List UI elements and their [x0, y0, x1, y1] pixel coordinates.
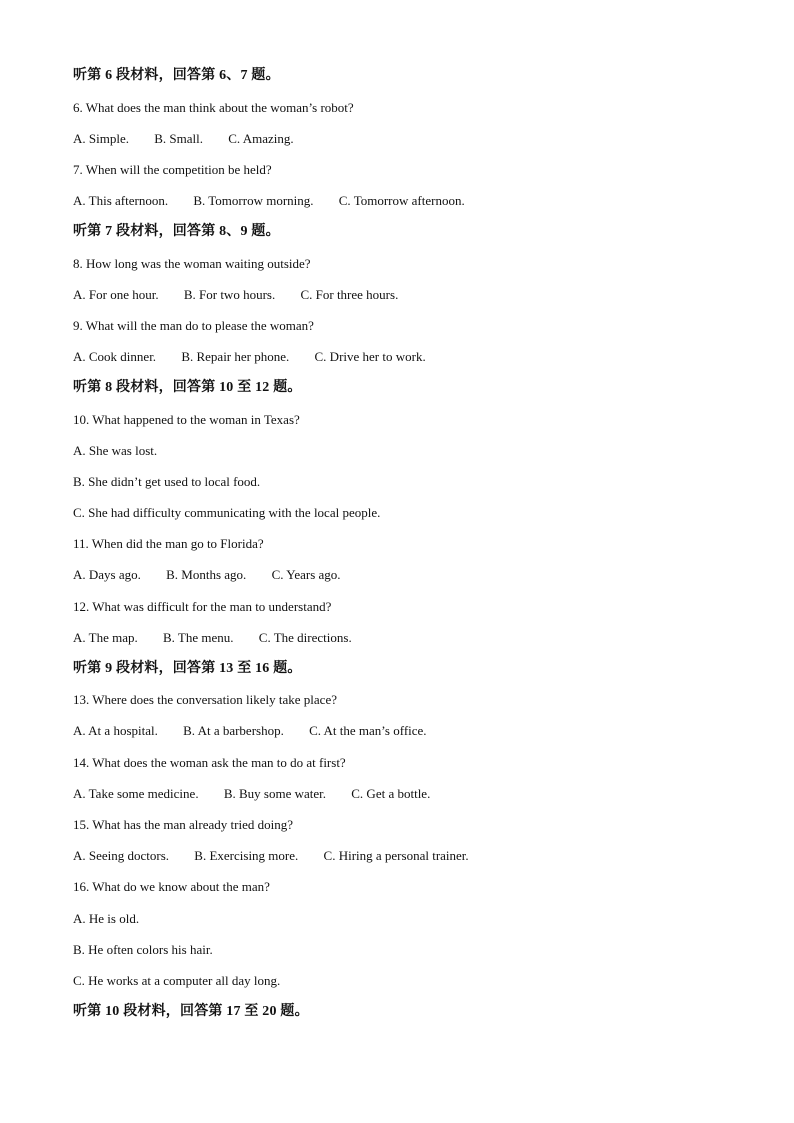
option-a: A. Seeing doctors. — [73, 848, 170, 863]
option-c: C. For three hours. — [300, 287, 399, 302]
option-a: A. Days ago. — [73, 567, 141, 582]
option-a: A. This afternoon. — [73, 193, 169, 208]
question-stem: 15. What has the man already tried doing? — [73, 817, 293, 832]
option-a: A. At a hospital. — [73, 723, 158, 738]
option-c: C. Hiring a personal trainer. — [323, 848, 469, 863]
option-c: C. Amazing. — [228, 131, 294, 146]
question-stem: 12. What was difficult for the man to understand? — [73, 599, 332, 614]
option-b: B. For two hours. — [183, 287, 276, 302]
option-a: A. Take some medicine. — [73, 786, 199, 801]
question-stem: 6. What does the man think about the woman’s robot? — [73, 100, 354, 115]
section-heading: 听第 9 段材料，回答第 13 至 16 题。 — [73, 661, 302, 676]
option-b: B. He often colors his hair. — [73, 942, 213, 957]
option-a: A. She was lost. — [73, 443, 158, 458]
question-stem: 16. What do we know about the man? — [73, 879, 270, 894]
option-a: A. Cook dinner. — [73, 349, 157, 364]
question-stem: 11. When did the man go to Florida? — [73, 536, 264, 551]
section-heading: 听第 7 段材料，回答第 8、9 题。 — [73, 224, 280, 239]
option-c: C. The directions. — [258, 630, 352, 645]
option-a: A. Simple. — [73, 131, 129, 146]
option-a: A. For one hour. — [73, 287, 159, 302]
option-row — [73, 723, 427, 739]
option-row — [73, 131, 294, 147]
section-heading: 听第 8 段材料，回答第 10 至 12 题。 — [73, 380, 302, 395]
option-c: C. Drive her to work. — [314, 349, 426, 364]
option-b: B. Small. — [154, 131, 203, 146]
question-stem: 10. What happened to the woman in Texas? — [73, 412, 300, 427]
option-b: B. Months ago. — [166, 567, 247, 582]
option-row — [73, 193, 465, 209]
section-heading: 听第 6 段材料，回答第 6、7 题。 — [73, 68, 280, 83]
option-b: B. Exercising more. — [194, 848, 299, 863]
option-c: C. Years ago. — [271, 567, 341, 582]
option-b: B. The menu. — [163, 630, 234, 645]
option-b: B. Repair her phone. — [181, 349, 290, 364]
question-stem: 8. How long was the woman waiting outside? — [73, 256, 311, 271]
option-row — [73, 848, 469, 864]
option-row — [73, 567, 341, 583]
option-b: B. Buy some water. — [223, 786, 327, 801]
option-a: A. The map. — [73, 630, 138, 645]
option-row — [73, 786, 430, 802]
question-stem: 7. When will the competition be held? — [73, 162, 272, 177]
question-stem: 14. What does the woman ask the man to do at first? — [73, 755, 346, 770]
option-row — [73, 630, 352, 646]
option-a: A. He is old. — [73, 911, 140, 926]
option-c: C. At the man’s office. — [309, 723, 427, 738]
option-row — [73, 349, 426, 365]
option-row — [73, 287, 398, 303]
option-c: C. Get a bottle. — [351, 786, 431, 801]
option-c: C. She had difficulty communicating with the local people. — [73, 505, 381, 520]
section-heading: 听第 10 段材料，回答第 17 至 20 题。 — [73, 1004, 309, 1019]
option-c: C. He works at a computer all day long. — [73, 973, 281, 988]
option-b: B. Tomorrow morning. — [193, 193, 314, 208]
option-b: B. At a barbershop. — [183, 723, 284, 738]
question-stem: 13. Where does the conversation likely take place? — [73, 692, 337, 707]
option-b: B. She didn’t get used to local food. — [73, 474, 261, 489]
question-stem: 9. What will the man do to please the woman? — [73, 318, 314, 333]
option-c: C. Tomorrow afternoon. — [338, 193, 465, 208]
